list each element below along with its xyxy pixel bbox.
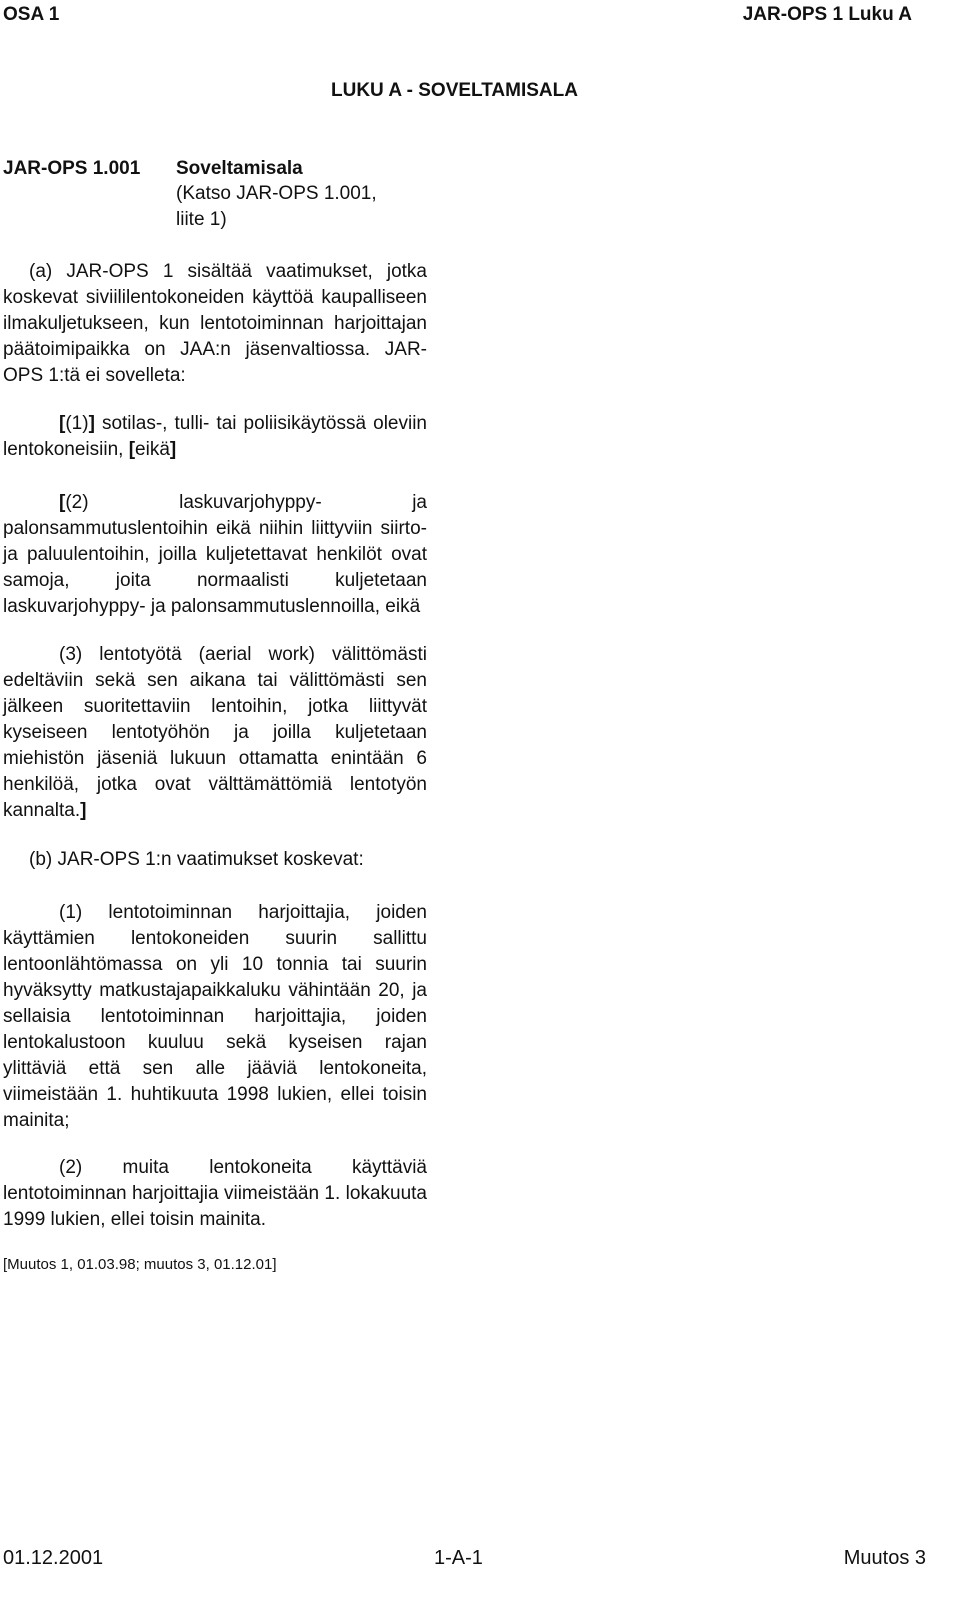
footer-page-number: 1-A-1 — [434, 1547, 483, 1569]
paragraph-a1-end-word: eikä — [135, 439, 170, 460]
paragraph-a-label: (a) — [29, 261, 53, 282]
amendment-bracket-open: [ — [59, 492, 66, 513]
amendment-bracket-close: ] — [169, 439, 177, 460]
header-chapter: JAR-OPS 1 Luku A — [742, 4, 912, 25]
paragraph-a3-text: (3) lentotyötä (aerial work) välittömästi edeltäviin sekä sen aikana tai välittömästi sen jälkeen suoritettaviin lentoihin, jotka liittyvät kyseiseen lentotyöhön ja joilla kuljetetaan miehistön jäseniä lukuun ottamatta enintään 6 henkilöä, jotka ovat välttämättömiä lentotyön kannalta. — [3, 644, 427, 821]
footer-date: 01.12.2001 — [3, 1547, 104, 1569]
paragraph-b-text: JAR-OPS 1:n vaatimukset koskevat: — [57, 849, 364, 870]
paragraph-a — [3, 259, 427, 389]
paragraph-a2-text: (2) laskuvarjohyppy- ja palonsammutuslentoihin eikä niihin liittyviin siirto- ja paluulentoihin, joilla kuljetettavat henkilöt ovat samoja, joita normaalisti kuljetetaan laskuvarjohyppy- ja palonsammutuslennoilla, eikä — [3, 492, 427, 617]
paragraph-a2 — [3, 490, 427, 620]
section-reference-line-1: (Katso JAR-OPS 1.001, — [176, 183, 377, 204]
paragraph-b1 — [3, 900, 427, 1134]
section-title: Soveltamisala — [176, 158, 303, 179]
paragraph-a1 — [3, 411, 427, 463]
amendment-bracket-close: ] — [88, 413, 95, 434]
section-reference-line-2: liite 1) — [176, 209, 227, 230]
amendment-bracket-open: [ — [128, 439, 136, 460]
paragraph-b1-text: (1) lentotoiminnan harjoittajia, joiden käyttämien lentokoneiden suurin sallittu lentoonlähtömassa on yli 10 tonnia tai suurin hyväksytty matkustajapaikkaluku vähintään 20, ja sellaisia lentotoiminnan harjoittajia, joiden lentokalustoon kuuluu sekä kyseisen rajan ylittäviä että sen alle jääviä lentokoneita, viimeistään 1. huhtikuuta 1998 lukien, ellei toisin mainita; — [3, 902, 427, 1131]
paragraph-b2 — [3, 1155, 427, 1233]
paragraph-a-text: JAR-OPS 1 sisältää vaatimukset, jotka koskevat siviililentokoneiden käyttöä kaupalliseen ilmakuljetukseen, kun lentotoiminnan harjoittajan päätoimipaikka on JAA:n jäsenvaltiossa. JAR-OPS 1:tä ei sovelleta: — [3, 261, 427, 386]
amendment-bracket-close: ] — [80, 800, 87, 821]
paragraph-b-label: (b) — [29, 849, 53, 870]
header-part: OSA 1 — [3, 4, 60, 25]
section-number: JAR-OPS 1.001 — [3, 158, 141, 179]
footer-revision: Muutos 3 — [843, 1547, 926, 1569]
amendment-bracket-open: [ — [59, 413, 66, 434]
chapter-title: LUKU A - SOVELTAMISALA — [331, 80, 578, 101]
paragraph-b — [3, 847, 427, 873]
paragraph-a1-text: sotilas-, tulli- tai poliisikäytössä oleviin lentokoneisiin, — [3, 413, 427, 460]
amendment-note: [Muutos 1, 01.03.98; muutos 3, 01.12.01] — [3, 1256, 277, 1273]
paragraph-a1-label: (1) — [65, 413, 89, 434]
paragraph-b2-text: (2) muita lentokoneita käyttäviä lentotoiminnan harjoittajia viimeistään 1. lokakuuta 1999 lukien, ellei toisin mainita. — [3, 1157, 427, 1230]
paragraph-a3 — [3, 642, 427, 824]
